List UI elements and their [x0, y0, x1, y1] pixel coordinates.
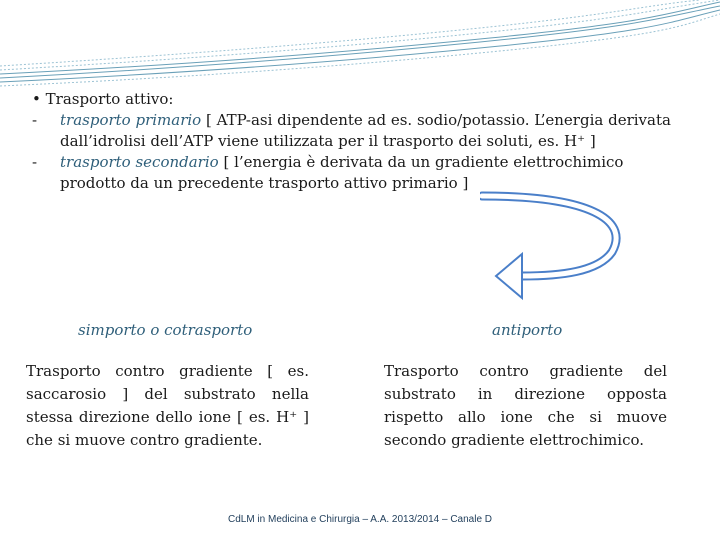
- column-text-antiport: Trasporto contro gradiente del substrato in direzione opposta rispetto allo ione che si muove secondo gradiente elettrochimico.: [384, 362, 667, 449]
- list-item-primary: [26, 110, 686, 152]
- bullet-icon: •: [32, 90, 41, 108]
- term-secondary: trasporto secondario: [60, 153, 219, 171]
- column-title-antiport: antiporto: [492, 321, 563, 339]
- dash-icon: -: [32, 153, 38, 171]
- header-wave-decoration: [0, 0, 720, 90]
- term-primary: trasporto primario: [60, 111, 202, 129]
- bullet-list: [26, 89, 686, 194]
- text-secondary: [ l’energia è derivata da un gradiente elettrochimico prodotto da un precedente trasporto attivo primario ]: [60, 153, 624, 192]
- heading-text: Trasporto attivo:: [45, 90, 174, 108]
- dash-icon: -: [32, 111, 38, 129]
- curved-arrow-icon: [480, 190, 630, 305]
- column-text-symport: Trasporto contro gradiente [ es. saccarosio ] del substrato nella stessa direzione dello ione [ es. H⁺ ] che si muove contro gradiente.: [26, 362, 309, 449]
- slide-footer: CdLM in Medicina e Chirurgia – A.A. 2013/2014 – Canale D: [227, 514, 493, 525]
- bullet-heading: [26, 89, 686, 110]
- column-title-symport: simporto o cotrasporto: [78, 321, 253, 339]
- list-item-secondary: [26, 152, 686, 194]
- text-primary: [ ATP-asi dipendente ad es. sodio/potassio. L’energia derivata dall’idrolisi dell’ATP viene utilizzata per il trasporto dei soluti, es. H⁺ ]: [60, 111, 671, 150]
